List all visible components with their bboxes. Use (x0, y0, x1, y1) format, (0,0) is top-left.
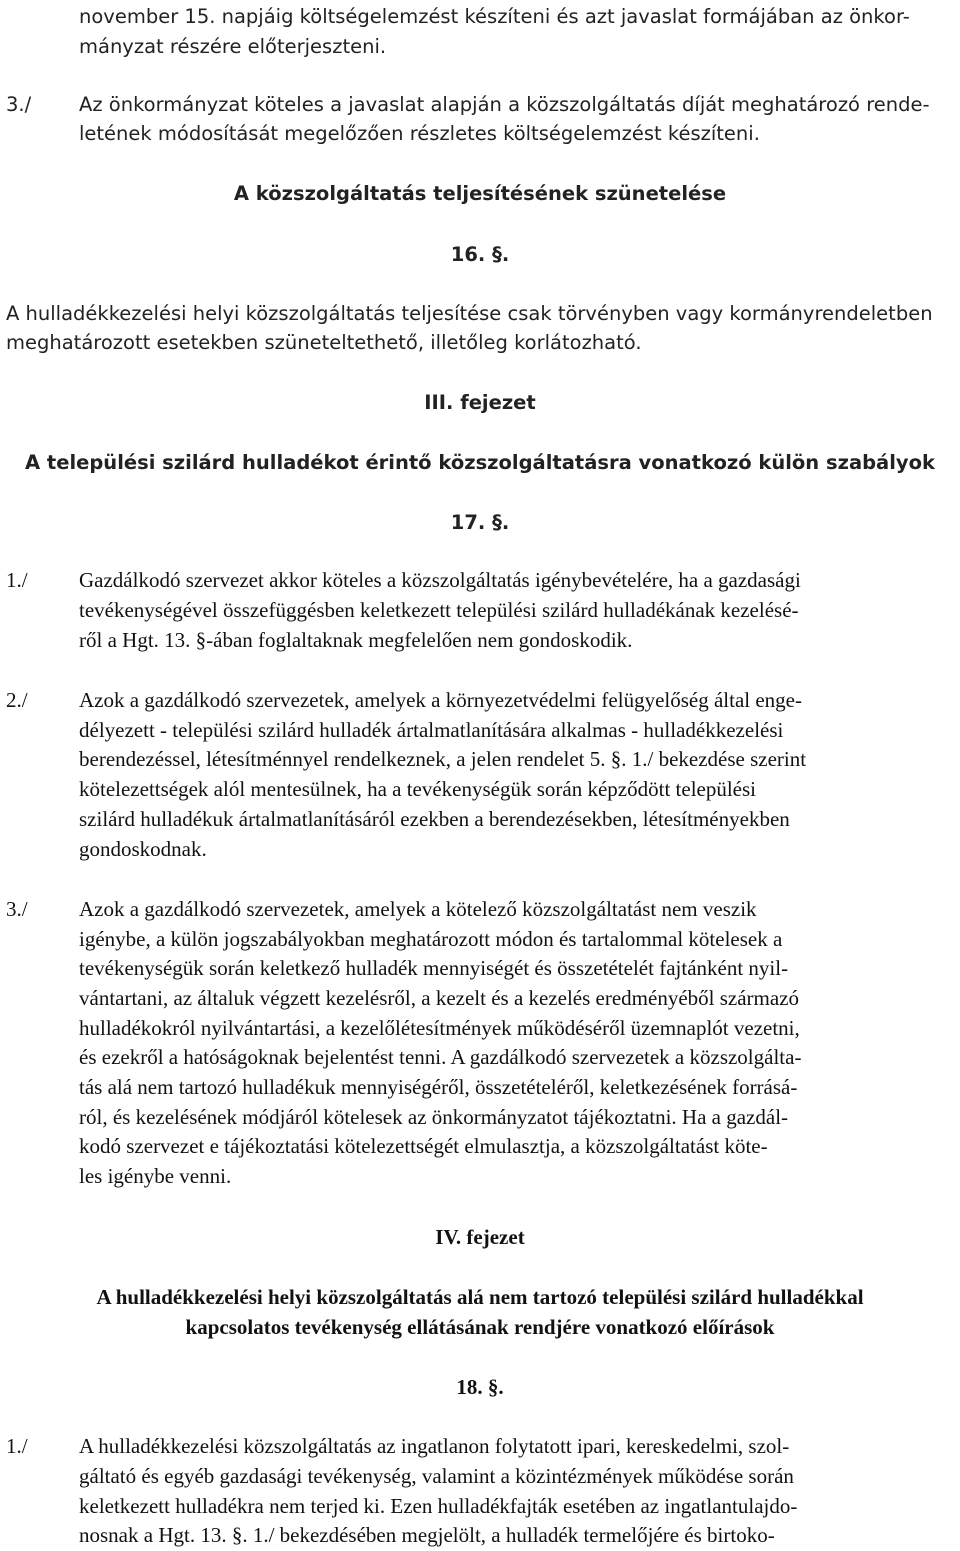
text-line: mányzat részére előterjeszteni. (79, 35, 387, 58)
text-line: kötelezettségek alól mentesülnek, ha a tevékenységük során képződött települési (79, 777, 757, 801)
text-line: Gazdálkodó szervezet akkor köteles a közszolgáltatás igénybevételére, ha a gazdasági (79, 568, 801, 592)
chapter-heading: III. fejezet (424, 391, 536, 414)
text-line: és ezekről a hatóságoknak bejelentést tenni. A gazdálkodó szervezetek a közszolgálta- (79, 1045, 802, 1069)
paragraph-number: 3./ (6, 93, 32, 116)
chapter-title-line: A hulladékkezelési helyi közszolgáltatás alá nem tartozó települési szilárd hulladékkal (96, 1285, 864, 1309)
section-heading: A közszolgáltatás teljesítésének szünetelése (233, 182, 727, 205)
text-line: ról, és kezelésének módjáról kötelesek az önkormányzatot tájékoztatni. Ha a gazdál- (79, 1105, 789, 1129)
text-line: letének módosítását megelőzően részletes költségelemzést készíteni. (79, 122, 760, 145)
text-line: Az önkormányzat köteles a javaslat alapján a közszolgáltatás díját meghatározó rende- (79, 93, 930, 116)
text-line: tevékenységük során keletkező hulladék mennyiségét és összetételét fajtánként nyil- (79, 956, 789, 980)
text-line: A hulladékkezelési közszolgáltatás az ingatlanon folytatott ipari, kereskedelmi, szol- (79, 1434, 790, 1458)
text-line: kodó szervezet e tájékoztatási kötelezettségét elmulasztja, a közszolgáltatást köte- (79, 1134, 768, 1158)
paragraph-number: 1./ (6, 1434, 28, 1458)
text-line: gondoskodnak. (79, 837, 207, 861)
chapter-heading: IV. fejezet (435, 1225, 525, 1249)
text-line: szilárd hulladékuk ártalmatlanításáról ezekben a berendezésekben, létesítményekben (79, 807, 790, 831)
section-number: 16. §. (450, 243, 510, 266)
paragraph-number: 3./ (6, 897, 28, 921)
section-number: 17. §. (450, 511, 510, 534)
text-line: igénybe, a külön jogszabályokban meghatározott módon és tartalommal kötelesek a (79, 927, 783, 951)
text-line: ről a Hgt. 13. §-ában foglaltaknak megfelelően nem gondoskodik. (79, 628, 633, 652)
text-line: berendezéssel, létesítménnyel rendelkeznek, a jelen rendelet 5. §. 1./ bekezdése szerint (79, 747, 807, 771)
paragraph-number: 1./ (6, 568, 28, 592)
text-line: gáltató és egyéb gazdasági tevékenység, valamint a közintézmények működése során (79, 1464, 794, 1488)
chapter-title: A települési szilárd hulladékot érintő közszolgáltatásra vonatkozó külön szabályok (25, 451, 935, 474)
text-line: november 15. napjáig költségelemzést készíteni és azt javaslat formájában az önkor- (79, 5, 910, 28)
text-line: nosnak a Hgt. 13. §. 1./ bekezdésében megjelölt, a hulladék termelőjére és birtoko- (79, 1523, 775, 1547)
text-line: hulladékokról nyilvántartási, a kezelőlétesítmények működéséről üzemnaplót vezetni, (79, 1016, 800, 1040)
text-line: tevékenységével összefüggésben keletkezett települési szilárd hulladékának kezelésé- (79, 598, 799, 622)
text-line: les igénybe venni. (79, 1164, 232, 1188)
text-line: Azok a gazdálkodó szervezetek, amelyek a környezetvédelmi felügyelőség által enge- (79, 688, 802, 712)
text-line: meghatározott esetekben szüneteltethető, illetőleg korlátozható. (6, 331, 642, 354)
text-line: Azok a gazdálkodó szervezetek, amelyek a kötelező közszolgáltatást nem veszik (79, 897, 757, 921)
text-line: délyezett - települési szilárd hulladék ártalmatlanítására alkalmas - hulladékkezelési (79, 718, 784, 742)
text-line: keletkezett hulladékra nem terjed ki. Ezen hulladékfajták esetében az ingatlantulajdo- (79, 1494, 798, 1518)
text-line: vántartani, az általuk végzett kezelésről, a kezelt és a kezelés eredményéből származó (79, 986, 800, 1010)
paragraph-number: 2./ (6, 688, 28, 712)
text-line: tás alá nem tartozó hulladékuk mennyiségéről, összetételéről, keletkezésének forrásá- (79, 1075, 798, 1099)
chapter-title-line: kapcsolatos tevékenység ellátásának rendjére vonatkozó előírások (185, 1315, 775, 1339)
text-line: A hulladékkezelési helyi közszolgáltatás teljesítése csak törvényben vagy kormányrendeletben (6, 302, 933, 325)
section-number: 18. §. (456, 1375, 504, 1399)
